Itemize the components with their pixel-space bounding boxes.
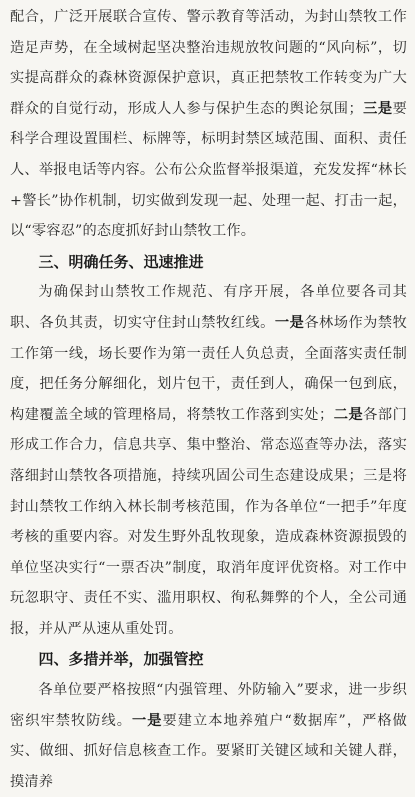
paragraph-control-text-1: 各单位要严格按照“内强管理、外防输入”要求，进一步织密织牢禁牧防线。 — [10, 682, 407, 729]
paragraph-tasks-marker-1: 一是 — [274, 314, 305, 331]
paragraph-publicity-text-1: 配合，广泛开展联合宣传、警示教育等活动，为封山禁牧工作造足声势，在全域树起坚决整治违规放牧问题的“风向标”，切实提高群众的森林资源保护意识，真正把禁牧工作转变为广大群众的自觉行动，形成人人参与保护生态的舆论氛围； — [10, 9, 407, 117]
section-heading-3: 三、明确任务、迅速推进 — [38, 252, 204, 271]
paragraph-publicity-marker-3: 三是 — [362, 100, 393, 117]
paragraph-tasks-marker-2: 二是 — [333, 406, 364, 423]
paragraph-control — [10, 675, 407, 797]
paragraph-publicity — [10, 0, 407, 247]
paragraph-control-marker-1: 一是 — [132, 712, 163, 729]
section-heading-4: 四、多措并举，加强管控 — [38, 650, 204, 669]
paragraph-tasks-text-3: 各部门形成工作合力，信息共享、集中整治、常态巡查等办法，落实落细封山禁牧各项措施，持续巩固公司生态建设成果；三是将封山禁牧工作纳入林长制考核范围，作为各单位“一把手”年度考核的重要内容。对发生野外乱牧现象，造成森林资源损毁的单位坚决实行“一票否决”制度，取消年度评优资格。对工作中玩忽职守、责任不实、滥用职权、徇私舞弊的个人，全公司通报，并从严从速从重处罚。 — [10, 406, 407, 637]
paragraph-tasks-text-2: 各林场作为禁牧工作第一线，场长要作为第一责任人负总责，全面落实责任制度，把任务分解细化，划片包干，责任到人，确保一包到底，构建覆盖全域的管理格局，将禁牧工作落到实处； — [10, 314, 407, 423]
paragraph-tasks-text-1: 为确保封山禁牧工作规范、有序开展，各单位要各司其职、各负其责，切实守住封山禁牧红线。 — [10, 284, 407, 331]
paragraph-tasks — [10, 277, 407, 644]
paragraph-control-text-2: 要建立本地养殖户“数据库”，严格做实、做细、抓好信息核查工作。要紧盯关键区域和关键人群，摸清养 — [10, 712, 407, 790]
paragraph-publicity-text-2: 要科学合理设置围栏、标牌等，标明封禁区域范围、面积、责任人、举报电话等内容。公布公众监督举报渠道，充发发挥“林长+警长”协作机制，切实做到发现一起、处理一起、打击一起，以“零容忍”的态度抓好封山禁牧工作。 — [10, 100, 407, 240]
